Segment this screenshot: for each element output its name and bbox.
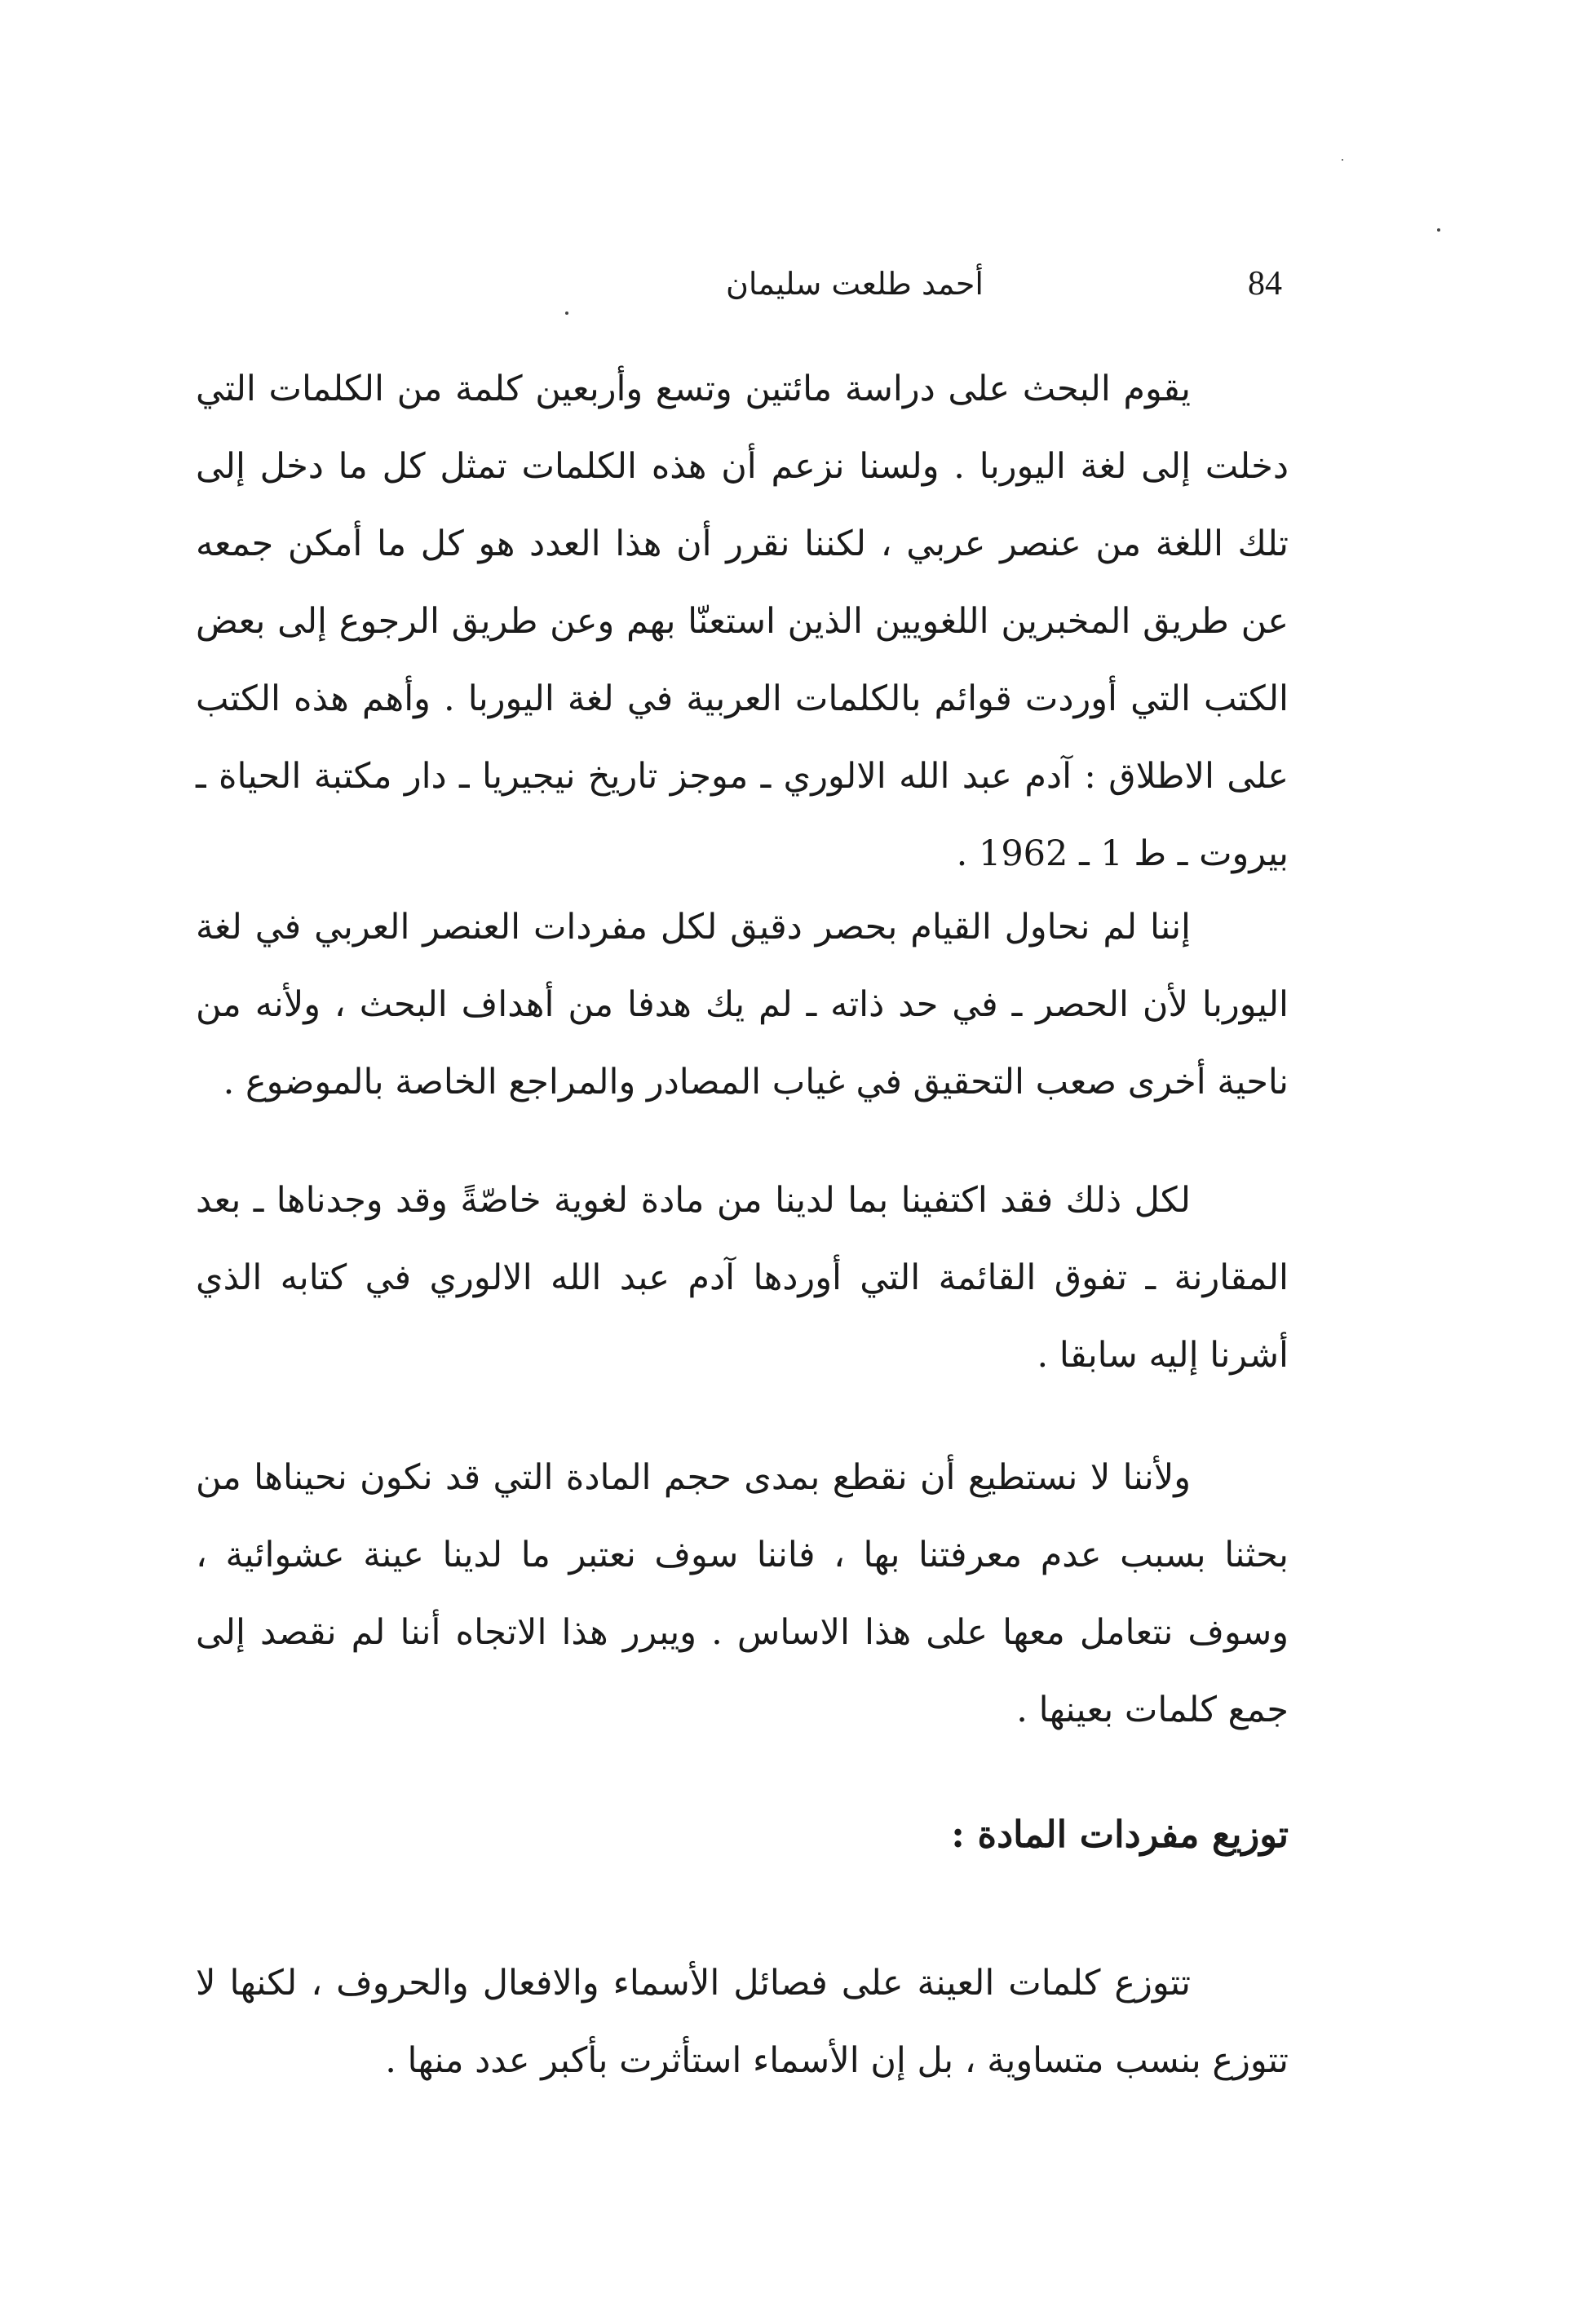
scan-speck xyxy=(1342,159,1343,161)
running-head-author: أحمد طلعت سليمان xyxy=(726,266,984,302)
paragraph-text: لكل ذلك فقد اكتفينا بما لدينا من مادة لغوية خاصّةً وقد وجدناها ـ بعد المقارنة ـ تفوق القائمة التي أوردها آدم عبد الله الالوري في كتابه الذي أشرنا إليه سابقا . xyxy=(196,1180,1289,1376)
paragraph-text: تتوزع كلمات العينة على فصائل الأسماء والافعال والحروف ، لكنها لا تتوزع بنسب متساوية ، بل إن الأسماء استأثرت بأكبر عدد منها . xyxy=(196,1963,1289,2081)
paragraph-3 xyxy=(196,1162,1289,1394)
paragraph-text: إننا لم نحاول القيام بحصر دقيق لكل مفردات العنصر العربي في لغة اليوربا لأن الحصر ـ في حد ذاته ـ لم يك هدفا من أهداف البحث ، ولأنه من ناحية أخرى صعب التحقيق في غياب المصادر والمراجع الخاصة بالموضوع . xyxy=(196,907,1289,1102)
scan-speck xyxy=(565,311,568,315)
paragraph-1 xyxy=(196,351,1289,893)
scan-speck xyxy=(1437,228,1440,232)
page-number: 84 xyxy=(1248,265,1282,303)
running-head xyxy=(196,259,1297,308)
section-heading: توزيع مفردات المادة : xyxy=(951,1813,1289,1856)
paragraph-2 xyxy=(196,889,1289,1121)
paragraph-5 xyxy=(196,1945,1289,2100)
paragraph-4 xyxy=(196,1439,1289,1749)
paragraph-text: ولأننا لا نستطيع أن نقطع بمدى حجم المادة التي قد نكون نحيناها من بحثنا بسبب عدم معرفتنا بها ، فاننا سوف نعتبر ما لدينا عينة عشوائية ، وسوف نتعامل معها على هذا الاساس . ويبرر هذا الاتجاه أننا لم نقصد إلى جمع كلمات بعينها . xyxy=(196,1457,1289,1730)
paragraph-text: يقوم البحث على دراسة مائتين وتسع وأربعين كلمة من الكلمات التي دخلت إلى لغة اليوربا . ولسنا نزعم أن هذه الكلمات تمثل كل ما دخل إلى تلك اللغة من عنصر عربي ، لكننا نقرر أن هذا العدد هو كل ما أمكن جمعه عن طريق المخبرين اللغويين الذين استعنّا بهم وعن طريق الرجوع إلى بعض الكتب التي أوردت قوائم بالكلمات العربية في لغة اليوربا . وأهم هذه الكتب على الاطلاق : آدم عبد الله الالوري ـ موجز تاريخ نيجيريا ـ دار مكتبة الحياة ـ بيروت ـ ط 1 ـ 1962 . xyxy=(196,369,1289,874)
